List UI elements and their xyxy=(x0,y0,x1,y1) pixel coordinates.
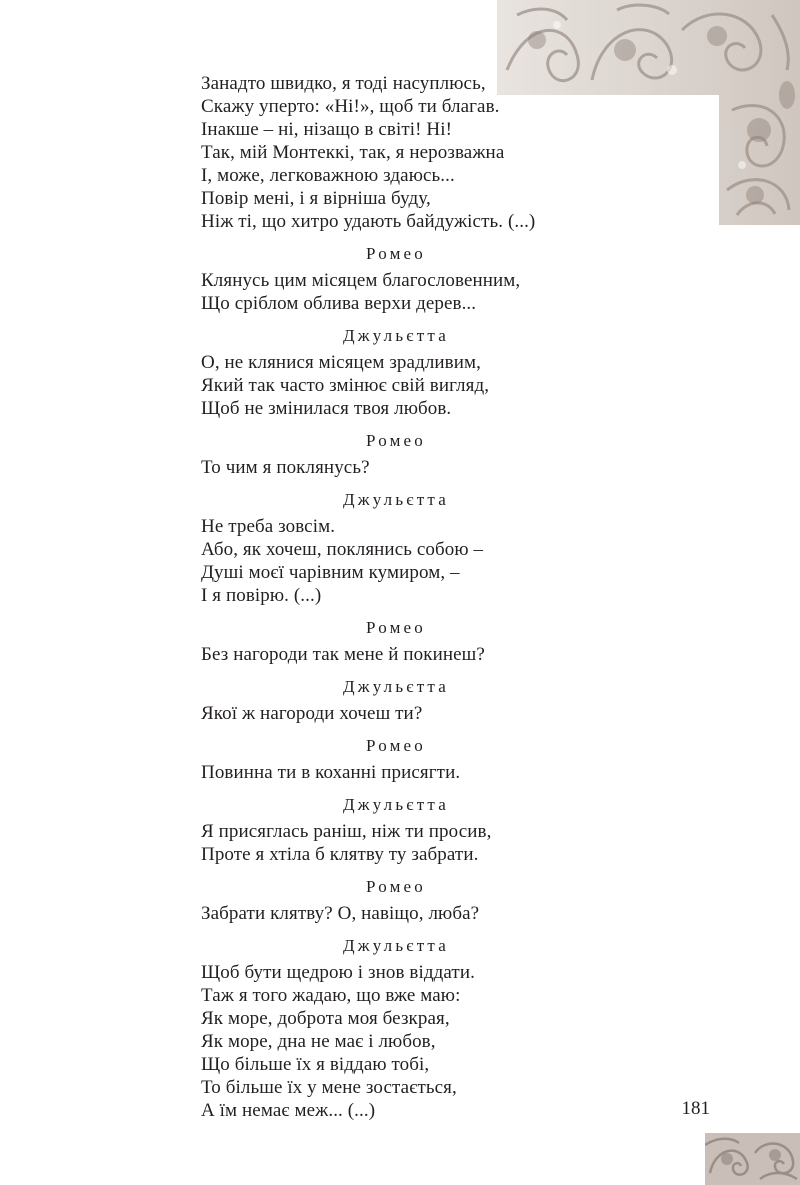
verse-line: Скажу уперто: «Ні!», щоб ти благав. xyxy=(201,96,500,117)
speaker-name: Джульєтта xyxy=(342,795,450,814)
speaker-name: Ромео xyxy=(365,244,426,263)
speaker-name: Ромео xyxy=(365,431,426,450)
verse-line: Інакше – ні, нізащо в світі! Ні! xyxy=(201,119,453,140)
stanza-romeo xyxy=(201,877,681,925)
verse-line: То більше їх у мене зостається, xyxy=(201,1077,457,1098)
verse-line: Душі моєї чарівним кумиром, – xyxy=(201,562,460,583)
verse-line: Забрати клятву? О, навіщо, люба? xyxy=(201,903,480,924)
verse-line: Повір мені, і я вірніша буду, xyxy=(201,188,431,209)
speaker-name: Джульєтта xyxy=(342,490,450,509)
verse-line: Що сріблом облива верхи дерев... xyxy=(201,293,477,314)
speaker-name: Ромео xyxy=(365,877,426,896)
verse-line: Як море, доброта моя безкрая, xyxy=(201,1008,450,1029)
speaker-name: Ромео xyxy=(365,736,426,755)
verse-line: Як море, дна не має і любов, xyxy=(201,1031,436,1052)
stanza-juliet xyxy=(201,677,681,725)
verse-line: Який так часто змінює свій вигляд, xyxy=(201,375,490,396)
verse-line: Проте я хтіла б клятву ту забрати. xyxy=(201,844,479,865)
verse-line: Не треба зовсім. xyxy=(201,516,336,537)
stanza-juliet xyxy=(201,795,681,866)
verse-line: Так, мій Монтеккі, так, я нерозважна xyxy=(201,142,505,163)
ornament-bottom-right-icon xyxy=(705,1133,800,1185)
verse-line: Занадто швидко, я тоді насуплюсь, xyxy=(201,73,486,94)
verse-line: І я повірю. (...) xyxy=(201,585,322,606)
page-number: 181 xyxy=(681,1098,710,1119)
verse-line: Щоб не змінилася твоя любов. xyxy=(201,398,452,419)
verse-line: О, не клянися місяцем зрадливим, xyxy=(201,352,481,373)
verse-line: І, може, легковажною здаюсь... xyxy=(201,165,455,186)
stanza-romeo xyxy=(201,736,681,784)
poem-dialogue xyxy=(201,72,681,1122)
stanza-romeo xyxy=(201,244,681,315)
stanza-opening xyxy=(201,72,681,233)
speaker-name: Джульєтта xyxy=(342,326,450,345)
verse-line: Щоб бути щедрою і знов віддати. xyxy=(201,962,475,983)
speaker-name: Ромео xyxy=(365,618,426,637)
verse-line: Ніж ті, що хитро удають байдужість. (...) xyxy=(201,211,536,232)
verse-line: Без нагороди так мене й покинеш? xyxy=(201,644,485,665)
stanza-juliet xyxy=(201,936,681,1122)
verse-line: Що більше їх я віддаю тобі, xyxy=(201,1054,430,1075)
speaker-name: Джульєтта xyxy=(342,936,450,955)
verse-line: То чим я поклянусь? xyxy=(201,457,370,478)
verse-line: Повинна ти в коханні присягти. xyxy=(201,762,461,783)
stanza-romeo xyxy=(201,431,681,479)
verse-line: Клянусь цим місяцем благословенним, xyxy=(201,270,521,291)
verse-line: Або, як хочеш, поклянись собою – xyxy=(201,539,484,560)
verse-line: А їм немає меж... (...) xyxy=(201,1100,376,1121)
stanza-juliet xyxy=(201,326,681,420)
stanza-juliet xyxy=(201,490,681,607)
verse-line: Таж я того жадаю, що вже маю: xyxy=(201,985,461,1006)
speaker-name: Джульєтта xyxy=(342,677,450,696)
verse-line: Я присяглась раніш, ніж ти просив, xyxy=(201,821,492,842)
verse-line: Якої ж нагороди хочеш ти? xyxy=(201,703,423,724)
stanza-romeo xyxy=(201,618,681,666)
